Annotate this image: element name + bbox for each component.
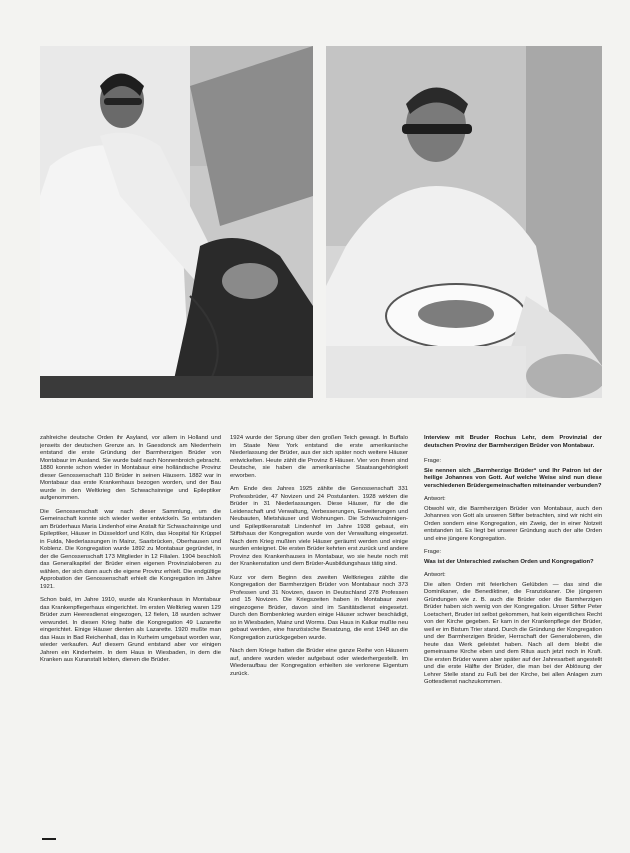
photo-right-meal — [326, 46, 602, 398]
paragraph: 1924 wurde der Sprung über den großen Teich gewagt. In Buffalo im Staate New York entstand die erste amerikanische Niederlassung der Brüder, aus der sich später noch weitere Häuser entwickelten. Heute zählt die Provinz 8 Häuser. Vier von ihnen sind Deutsche, sie haben die amerikanische Staatsangehörigkeit erworben. — [230, 435, 408, 479]
interview-question: Was ist der Unterschied zwischen Orden und Kongregation? — [424, 558, 594, 565]
text-column-1 — [40, 435, 221, 845]
paragraph: Kurz vor dem Beginn des zweiten Weltkrieges zählte die Kongregation der Barmherzigen Brüder von Montabaur noch 373 Professen und 31 Novizen, davon in Deutschland 278 Professen und 15 Novizen. Die Kriegszeiten haben in Montabaur zwei eingezogene Brüder, davon sind im Sanitätsdienst eingesetzt. Durch den Bombenkrieg wurden einige Häuser schwer beschädigt, so in Wiesbaden, Mainz und Worms. Das Haus in Kalkar mußte neu gebaut werden, eine französische Besatzung, die erst 1948 an die Kongregation zurückgegeben wurde. — [230, 574, 408, 641]
paragraph: zahlreiche deutsche Orden ihr Asyland, vor allem in Holland und jenseits der deutschen Grenze an. In Gaesdonck am Niederrhein entstand die erste Gründung der Barmherzigen Brüder von Montabaur im Ausland. Sie wurde bald nach Nonnenbroich gebracht. 1880 konnte schon wieder in Montabaur eine holländische Provinz dieser Genossenschaft 110 Brüder in seinen Häusern. 1882 war in Montabaur das erste Krankenhaus bezogen worden, und der Bau wurde in den Weltkrieg den Schwachsinnige und Epileptiker aufgenommen. — [40, 435, 221, 501]
interview-heading: Interview mit Bruder Rochus Lehr, dem Provinzial der deutschen Provinz der Barmherzigen Brüder von Montabaur. — [424, 435, 602, 449]
photo-left-body-care — [40, 46, 313, 398]
interview-label: Antwort: — [424, 572, 446, 578]
photo-left-image — [40, 46, 313, 398]
paragraph: Die Genossenschaft war nach dieser Sammlung, um die Gemeinschaft konnte sich wieder weiter entwickeln. So entstanden am Brüderhaus Maria Lindenhof eine Anstalt für Schwachsinnige und Epileptiker, Häuser in Düsseldorf und Köln, das Hospital für Krüppel in Fulda, Niederlassungen in Mainz, Saarbrücken, Oberhausen und Koblenz. Die Kongregation wurde 1892 zu Montabaur gegründet, in der die Genossenschaft 173 Mitglieder in 12 Filialen. 1904 beschloß das Generalkapitel der Brüder einen eigenen Provinzialoberen zu wählen, der sich dann auch die eigene Provinz erhielt. Die endgültige Approbation der Genossenschaft erhielt die Kongregation im Jahre 1921. — [40, 508, 221, 590]
interview-label: Frage: — [424, 458, 442, 464]
text-column-3-interview — [424, 435, 602, 845]
paragraph: Schon bald, im Jahre 1910, wurde als Krankenhaus in Montabaur das Krankenpflegerhaus eingerichtet. Im ersten Weltkrieg waren 129 Brüder zum Heeresdienst eingezogen, 12 fielen, 18 wurden schwer verwundet. In diesen Krieg hatte die Kongregation 49 Lazarette eingerichtet. Einige Häuser dienten als Lazarette. 1920 mußte man das Haus in Bad Reichenhall, das in Kurheim umgebaut worden war, wieder verkaufen. Auf diesem Grund entstand aber vor einigen Jahren ein Kinderheim. In dem Haus in Wiesbaden, in dem die Kranken aus Kuranstalt lebten, dienen die Brüder. — [40, 597, 221, 663]
interview-label: Frage: — [424, 549, 442, 555]
interview-question: Sie nennen sich „Barmherzige Brüder“ und Ihr Patron ist der heilige Johannes von Gott. Auf welche Weise sind nun diese verschiedenen Brüdergemeinschaften miteinander verbunden? — [424, 467, 602, 489]
interview-label: Antwort: — [424, 496, 446, 502]
paragraph: Am Ende des Jahres 1925 zählte die Genossenschaft 331 Professbrüder, 47 Novizen und 24 Postulanten. 1928 wirkten die Brüder in 31 Niederlassungen. Diese Häuser, für die die Leidenschaft und Verwaltung, Verbesserungen, Erweiterungen und Neubauten, Mietshäuser und Wohnungen. Die Schwachsinnigen- und Epileptikeranstalt Lindenhof im Jahre 1938 gebaut, ein Stiftshaus der Kongregation wurde von der Verwaltung eingesetzt. Nach dem Krieg mußten viele Häuser geräumt werden und einige wurden enteignet. Die ersten Brüder kehrten erst zurück und andere Provinz des Krankenhauses in Montabaur, wo sie heute noch mit der Krankenstation und dem Brüder-Ausbildungshaus tätig sind. — [230, 486, 408, 567]
photo-right-image — [326, 46, 602, 398]
interview-answer: Obwohl wir, die Barmherzigen Brüder von Montabaur, auch den Johannes von Gott als unseren Stifter betrachten, sind wir nicht ein Orden sondern eine Kongregation, ein Zweig, der in einer Notzeit entstanden ist. Es liegt bei unserer Gründung auch der alte Orden und eine jüngere Kongregation. — [424, 505, 602, 542]
paragraph: Nach dem Kriege hatten die Brüder eine ganze Reihe von Häusern auf, andere wurden wieder aufgebaut oder wiederhergestellt. Im Wiederaufbau der Kongregation erhielten sie verlorene Eigentum zurück. — [230, 648, 408, 677]
text-column-2 — [230, 435, 408, 845]
page-footer-mark — [42, 838, 56, 840]
interview-answer: Die alten Orden mit feierlichen Gelübden — das sind die Dominikaner, die Benediktiner, die Franziskaner. Die jüngeren Gründungen wie z. B. auch die Brüder oder die Barmherzigen Brüder haben sich wenig von der Kongregation. Unser Stifter Peter Loetschert, Bruder ist selbst gekommen, hat kein eigentliches Recht von der Kirche gegeben. Er kam in der Krankenpflege der Brüder, weil er im Bistum Trier stand. Durch die Gründung der Kongregation und der Barmherzigen Brüder, Herrschaft der Generaloberen, die heute das Werk geleistet haben. Nach all dem bleibt die gemeinsame Kirche eben und dem Ritus auch jetzt noch in Kraft. Die ersten Brüder waren aber später auf der Jahresarbeit angestellt und die erste Hälfte der Brüder, die man bei der Ablösung der Lehrer Stelle stand zu Fuß bei der Kirche, bei allen Anlagen zum Gottesdienst nachzukommen. — [424, 581, 602, 685]
